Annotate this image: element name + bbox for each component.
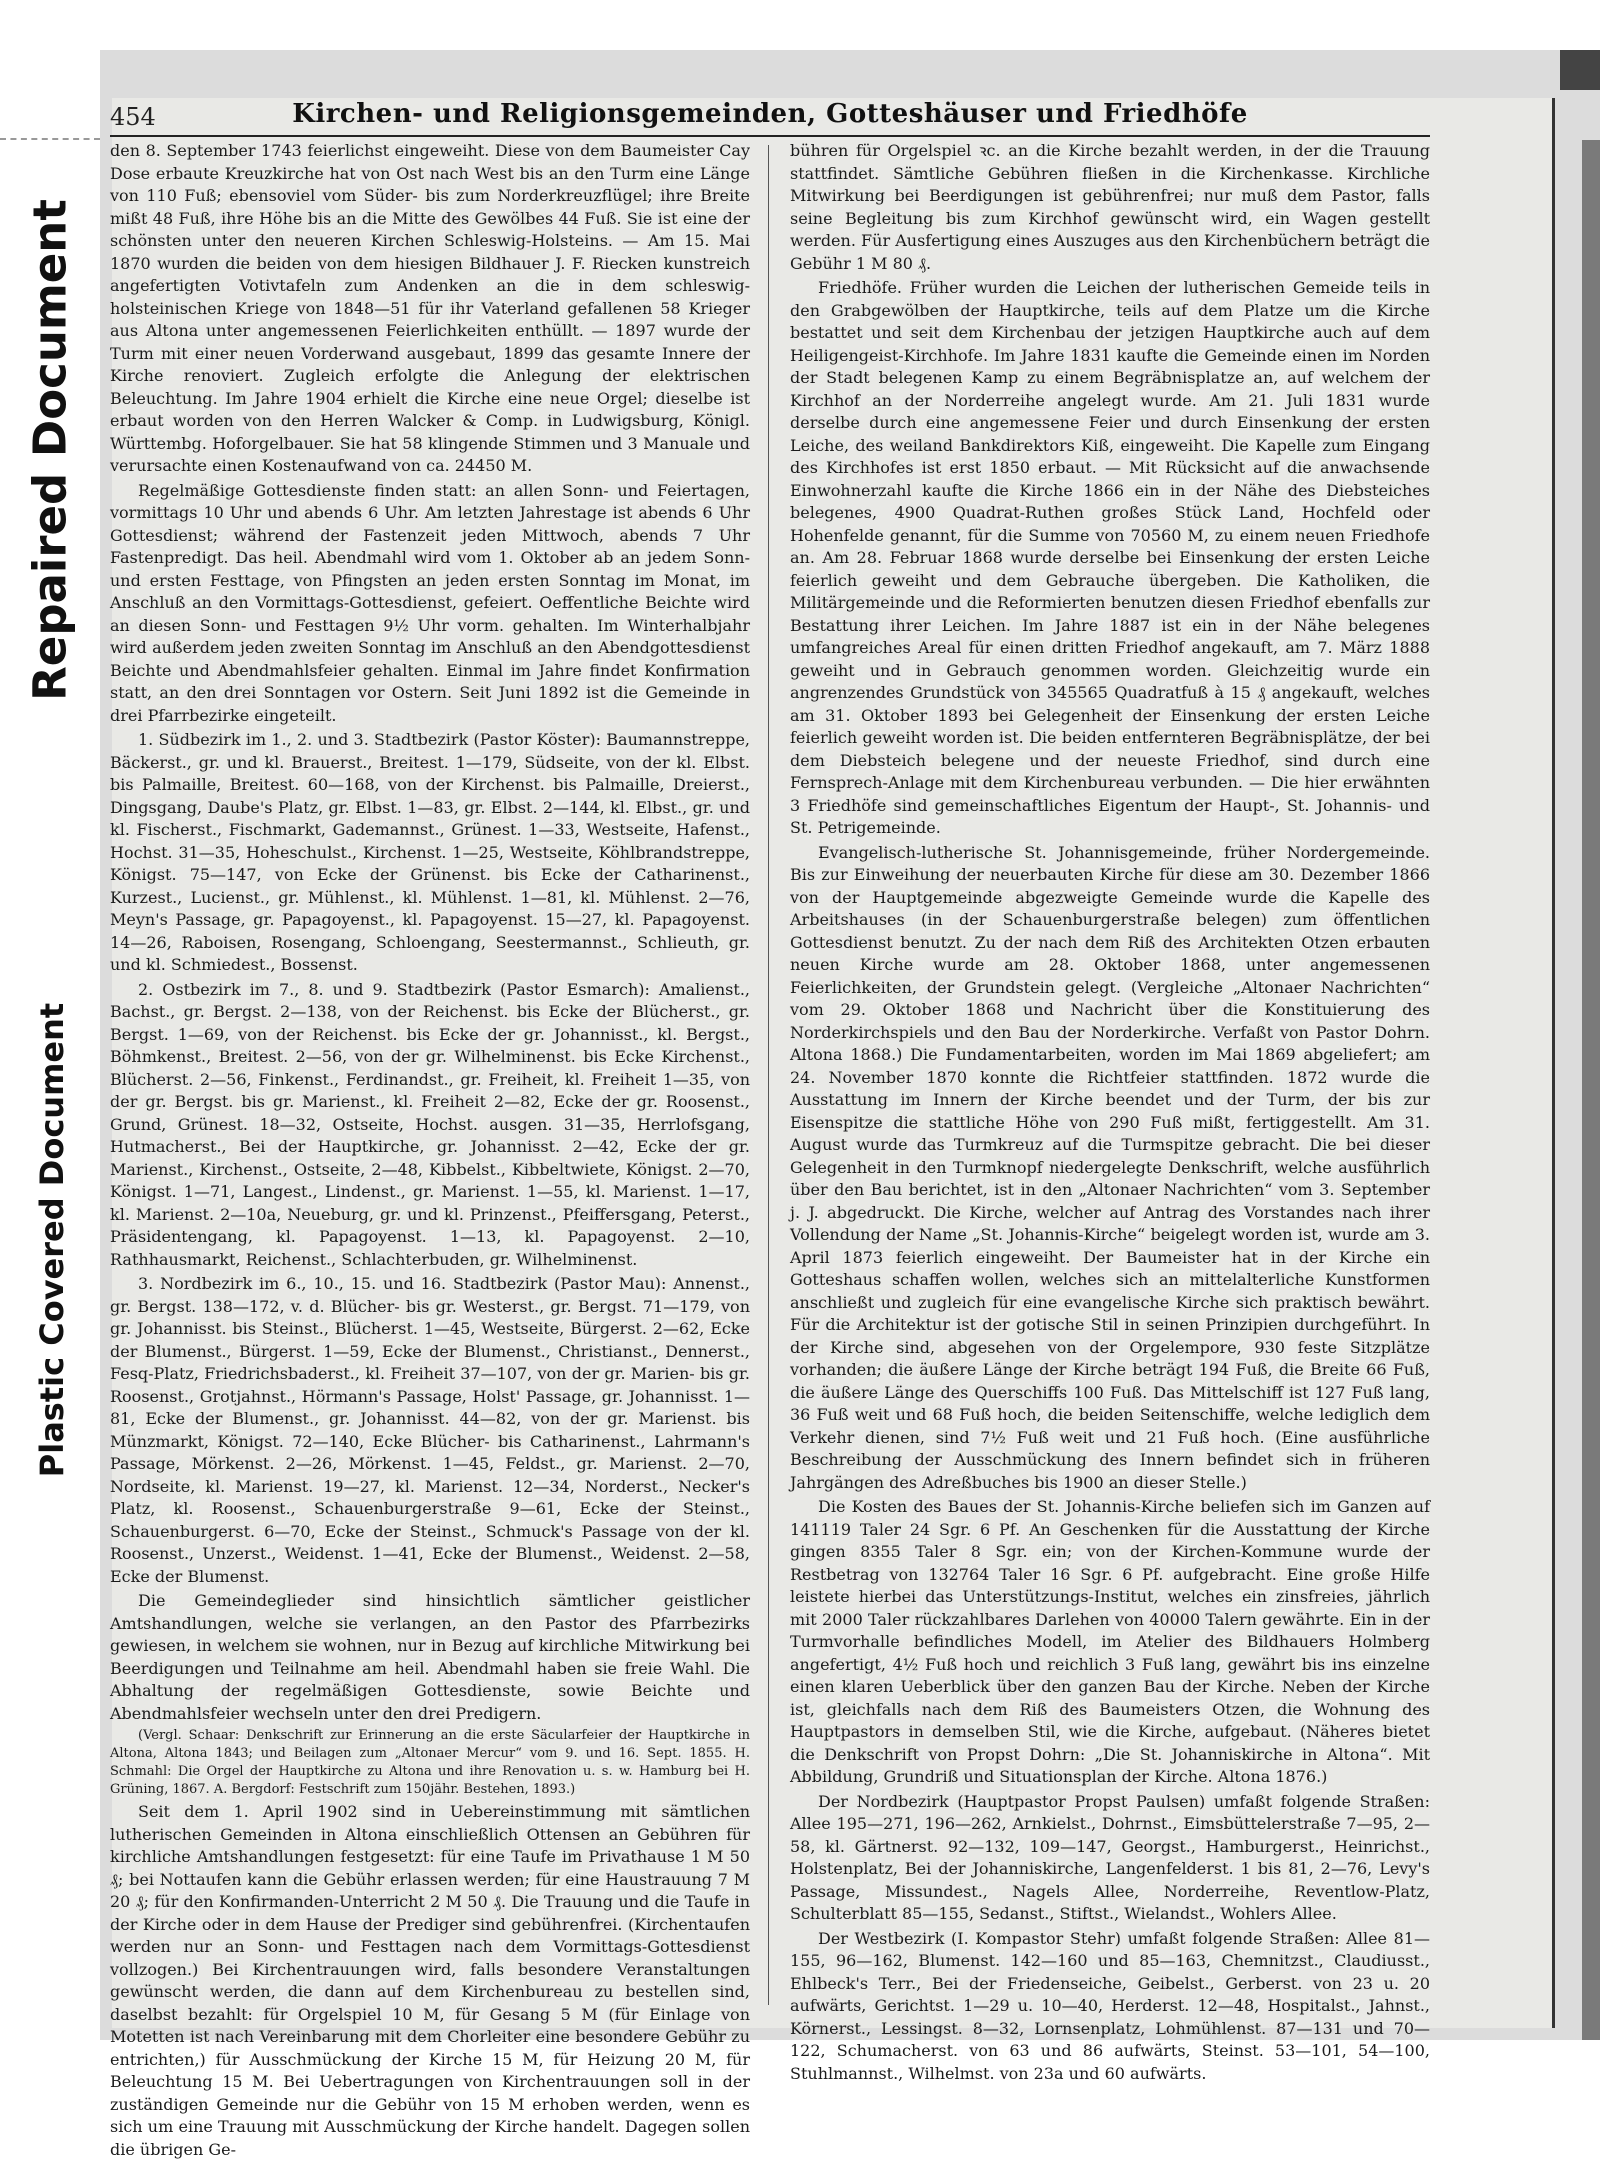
paragraph: 1. Südbezirk im 1., 2. und 3. Stadtbezirk (Pastor Köster): Baumannstreppe, Bäckerst., gr. und kl. Brauerst., Breitest. 1—179, Südseite, von der kl. Elbst. bis Palmaille, Breitest. 60—168, von der Kirchenst. bis Palmaille, Dreierst., Dingsgang, Daube's Platz, gr. Elbst. 1—83, gr. Elbst. 2—144, kl. Elbst., gr. und kl. Fischerst., Fischmarkt, Gademannst., Grünest. 1—33, Westseite, Hafenst., Hochst. 31—35, Hoheschulst., Kirchenst. 1—25, Westseite, Köhlbrandstreppe, Königst. 75—147, von Ecke der Grünenst. bis Ecke der Catharinenst., Kurzest., Lucienst., gr. Mühlenst., kl. Mühlenst. 1—81, kl. Mühlenst. 2—76, Meyn's Passage, gr. Papagoyenst., kl. Papagoyenst. 15—27, kl. Papagoyenst. 14—26, Raboisen, Rosengang, Schloengang, Seestermannst., Schlieuth, gr. und kl. Schmiedest., Bossenst. (110, 730, 750, 974)
column-divider (768, 145, 769, 2005)
paragraph: 3. Nordbezirk im 6., 10., 15. und 16. Stadtbezirk (Pastor Mau): Annenst., gr. Bergst. 138—172, v. d. Blücher- bis gr. Westerst., gr. Bergst. 71—179, von gr. Johannisst. bis Steinst., Blücherst. 1—45, Westseite, Bürgerst. 2—62, Ecke der Blumenst., Bürgerst. 1—59, Ecke der Blumenst., Christianst., Dennerst., Fesq-Platz, Friedrichsbaderst., kl. Freiheit 37—107, von der gr. Marien- bis gr. Roosenst., Grotjahnst., Hörmann's Passage, Holst' Passage, gr. Johannisst. 1—81, Ecke der Blumenst., gr. Johannisst. 44—82, von der gr. Marienst. bis Münzmarkt, Königst. 72—140, Ecke Blücher- bis Catharinenst., Lahrmann's Passage, Mörkenst. 2—26, Mörkenst. 1—45, Feldst., gr. Marienst. 2—70, Nordseite, kl. Marienst. 19—27, kl. Marienst. 12—34, Norderst., Necker's Platz, kl. Roosenst., Schauenburgerstraße 9—61, Ecke der Steinst., Schauenburgerst. 6—70, Ecke der Steinst., Schmuck's Passage von der kl. Roosenst., Unzerst., Weidenst. 1—41, Ecke der Blumenst., Weidenst. 2—58, Ecke der Blumenst. (110, 1274, 750, 1586)
dashed-divider (0, 138, 100, 140)
paragraph: Der Nordbezirk (Hauptpastor Propst Paulsen) umfaßt folgende Straßen: Allee 195—271, 196—262, Arnkielst., Dohrnst., Eimsbüttelerstraße 7—95, 2—58, kl. Gärtnerst. 92—132, 109—147, Georgst., Hamburgerst., Heinrichst., Holstenplatz, Bei der Johanniskirche, Langenfelderst. 1 bis 81, 2—76, Levy's Passage, Missundest., Nagels Allee, Norderreihe, Reventlow-Platz, Schulterblatt 85—155, Sedanst., Stiftst., Wielandst., Wohlers Allee. (790, 1791, 1430, 1923)
paragraph: den 8. September 1743 feierlichst eingeweiht. Diese von dem Baumeister Cay Dose erbaute Kreuzkirche hat von Ost nach West bis an den Turm eine Länge von 110 Fuß; ebensoviel vom Süder- bis zum Norderkreuzflügel; ihre Breite mißt 48 Fuß, ihre Höhe bis an die Mitte des Gewölbes 44 Fuß. Sie ist eine der schönsten unter den neueren Kirchen Schleswig-Holsteins. — Am 15. Mai 1870 wurden die beiden von dem hiesigen Bildhauer J. F. Riecken kunstreich angefertigten Votivtafeln zum Andenken an die in dem schleswig-holsteinischen Kriege von 1848—51 für ihr Vaterland gefallenen 58 Krieger aus Altona unter angemessenen Feierlichkeiten enthüllt. — 1897 wurde der Turm mit einer neuen Vorderwand ausgebaut, 1899 das gesamte Innere der Kirche renoviert. Zugleich erfolgte die Anlegung der elektrischen Beleuchtung. Im Jahre 1904 erhielt die Kirche eine neue Orgel; dieselbe ist erbaut worden von den Herren Walcker & Comp. in Ludwigsburg, Königl. Württembg. Hoforgelbauer. Sie hat 58 klingende Stimmen und 3 Manuale und verursachte einen Kostenaufwand von ca. 24450 M. (110, 141, 750, 475)
paragraph: Seit dem 1. April 1902 sind in Uebereinstimmung mit sämtlichen lutherischen Gemeinden in Altona einschließlich Ottensen an Gebühren für kirchliche Amtshandlungen festgesetzt: für eine Taufe im Privathause 1 M 50 ₰; bei Nottaufen kann die Gebühr erlassen werden; für eine Haustrauung 7 M 20 ₰; für den Konfirmanden-Unterricht 2 M 50 ₰. Die Trauung und die Taufe in der Kirche oder in dem Hause der Prediger sind gebührenfrei. (Kirchentaufen werden nur an Sonn- und Festtagen nach dem Vormittags-Gottesdienst vollzogen.) Bei Kirchentrauungen wird, falls besondere Veranstaltungen gewünscht werden, die dann auf dem Kirchenbureau zu bestellen sind, daselbst bezahlt: für Orgelspiel 10 M, für Gesang 5 M (für Einlage von Motetten ist nach Vereinbarung mit dem Chorleiter eine besondere Gebühr zu entrichten,) für Ausschmückung der Kirche 15 M, für Heizung 20 M, für Beleuchtung 15 M. Bei Uebertragungen von Kirchentrauungen soll in der zuständigen Gemeinde nur die Gebühr von 15 M erhoben werden, wenn es sich um eine Trauung mit Ausschmückung der Kirche handelt. Dagegen sollen die übrigen Ge- (110, 1802, 750, 2159)
paragraph: bühren für Orgelspiel ꝛc. an die Kirche bezahlt werden, in der die Trauung stattfindet. Sämtliche Gebühren fließen in die Kirchenkasse. Kirchliche Mitwirkung bei Beerdigungen ist gebührenfrei; nur muß dem Pastor, falls seine Begleitung bis zum Kirchhof gewünscht wird, ein Wagen gestellt werden. Für Ausfertigung eines Auszuges aus den Kirchenbüchern beträgt die Gebühr 1 M 80 ₰. (790, 141, 1430, 273)
reference-note: (Vergl. Schaar: Denkschrift zur Erinnerung an die erste Säcularfeier der Hauptkirche in Altona, Altona 1843; und Beilagen zum „Altonaer Mercur“ vom 9. und 16. Sept. 1855. H. Schmahl: Die Orgel der Hauptkirche zu Altona und ihre Renovation u. s. w. Hamburg bei H. Grüning, 1867. A. Bergdorf: Festschrift zum 150jähr. Bestehen, 1893.) (110, 1728, 750, 1797)
scan-edge-bar (1582, 140, 1600, 2040)
paragraph: Der Westbezirk (I. Kompastor Stehr) umfaßt folgende Straßen: Allee 81—155, 96—162, Blumenst. 142—160 und 85—163, Chemnitzst., Claudiusst., Ehlbeck's Terr., Bei der Friedenseiche, Geibelst., Gerberst. von 23 u. 20 aufwärts, Gerichtst. 1—29 u. 10—40, Herderst. 12—48, Hospitalst., Jahnst., Körnerst., Lessingst. 8—32, Lornsenplatz, Lohmühlenst. 87—131 und 70—122, Schumacherst. von 63 und 86 aufwärts, Steinst. 53—101, 54—100, Stuhlmannst., Wilhelmst. von 23a und 60 aufwärts. (790, 1928, 1430, 2083)
paragraph: Regelmäßige Gottesdienste finden statt: an allen Sonn- und Feiertagen, vormittags 10 Uhr und abends 6 Uhr. Am letzten Jahrestage ist abends 6 Uhr Gottesdienst; während der Fastenzeit jeden Mittwoch, abends 7 Uhr Fastenpredigt. Das heil. Abendmahl wird vom 1. Oktober ab an jedem Sonn- und ersten Festtage, von Pfingsten an jeden ersten Sonntag im Monat, im Anschluß an den Vormittags-Gottesdienst, gefeiert. Oeffentliche Beichte wird an diesen Sonn- und Festtagen 9½ Uhr vorm. gehalten. Im Winterhalbjahr wird außerdem jeden zweiten Sonntag im Anschluß an den Abendgottesdienst Beichte und Abendmahlsfeier gehalten. Einmal im Jahre findet Konfirmation statt, an den drei Sonntagen vor Ostern. Seit Juni 1892 ist die Gemeinde in drei Pfarrbezirke eingeteilt. (110, 480, 750, 725)
page-number: 454 (110, 103, 156, 131)
paragraph: Die Kosten des Baues der St. Johannis-Kirche beliefen sich im Ganzen auf 141119 Taler 24 Sgr. 6 Pf. An Geschenken für die Ausstattung der Kirche gingen 8355 Taler 8 Sgr. ein; von der Kirchen-Kommune wurde der Restbetrag von 132764 Taler 16 Sgr. 6 Pf. aufgebracht. Eine große Hilfe leistete hierbei das Unterstützungs-Institut, welches ein zinsfreies, jährlich mit 2000 Taler rückzahlbares Darlehen von 40000 Talern gewährte. Ein in der Turmvorhalle befindliches Modell, im Atelier des Bildhauers Holmberg angefertigt, 4½ Fuß hoch und reichlich 3 Fuß lang, gewährt bis ins einzelne einen klaren Ueberblick über den ganzen Bau der Kirche. Neben der Kirche ist, gleichfalls nach dem Riß des Baumeisters Otzen, die Wohnung des Hauptpastors in demselben Stil, wie die Kirche, aufgebaut. (Näheres bietet die Denkschrift von Propst Dohrn: „Die St. Johanniskirche in Altona“. Mit Abbildung, Grundriß und Situationsplan der Kirche. Altona 1876.) (790, 1497, 1430, 1786)
plastic-covered-label: Plastic Covered Document (33, 1002, 71, 1478)
page-header (110, 95, 1430, 137)
side-label-strip (0, 0, 100, 2177)
running-title: Kirchen- und Religionsgemeinden, Gotteshäuser und Friedhöfe (292, 99, 1248, 129)
paragraph: Die Gemeindeglieder sind hinsichtlich sämtlicher geistlicher Amtshandlungen, welche sie verlangen, an den Pastor des Pfarrbezirks gewiesen, in welchem sie wohnen, nur in Bezug auf kirchliche Mitwirkung bei Beerdigungen und Teilnahme am heil. Abendmahl haben sie freie Wahl. Die Abhaltung der regelmäßigen Gottesdienste, sowie Beichte und Abendmahlsfeier wechseln unter den drei Predigern. (110, 1591, 750, 1723)
paragraph: Evangelisch-lutherische St. Johannisgemeinde, früher Nordergemeinde. Bis zur Einweihung der neuerbauten Kirche für diese am 30. Dezember 1866 von der Hauptgemeinde abgezweigte Gemeinde wurde die Kapelle des Arbeitshauses (in der Schauenburgerstraße belegen) zum öffentlichen Gottesdienst benutzt. Zu der nach dem Riß des Architekten Otzen erbauten neuen Kirche wurde am 28. Oktober 1868, unter angemessenen Feierlichkeiten, der Grundstein gelegt. (Vergleiche „Altonaer Nachrichten“ vom 29. Oktober 1868 und Nachricht über die Konstituierung des Norderkirchspiels und den Bau der Norderkirche. Verfaßt von Pastor Dohrn. Altona 1868.) Die Fundamentarbeiten, worden im Mai 1869 abgeliefert; am 24. November 1870 konnte die Richtfeier stattfinden. 1872 wurde die Ausstattung im Innern der Kirche beendet und der Turm, der bis zur Eisenspitze die stattliche Höhe von 290 Fuß mißt, fertiggestellt. Am 31. August wurde das Turmkreuz auf die Turmspitze gebracht. Die bei dieser Gelegenheit in den Turmknopf niedergelegte Denkschrift, welche ausführlich über den Bau berichtet, ist in den „Altonaer Nachrichten“ vom 3. September j. J. abgedruckt. Die Kirche, welcher auf Antrag des Vorstandes nach ihrer Vollendung der Name „St. Johannis-Kirche“ beigelegt worden ist, wurde am 3. April 1873 feierlich eingeweiht. Der Baumeister hat in der Kirche ein Gotteshaus schaffen wollen, welches sich an mittelalterliche Kunstformen anschließt und zugleich für eine evangelische Kirche sich praktisch bewährt. Für die Architektur ist der gotische Stil in seinen Prinzipien durchgeführt. In der Kirche sind, abgesehen von der Orgelempore, 930 feste Sitzplätze vorhanden; die äußere Länge der Kirche beträgt 194 Fuß, die Breite 66 Fuß, die äußere Länge des Querschiffs 100 Fuß. Das Mittelschiff ist 127 Fuß lang, 36 Fuß weit und 68 Fuß hoch, die beiden Seitenschiffe, welche lediglich dem Verkehr dienen, sind 7½ Fuß weit und 21 Fuß hoch. (Eine ausführliche Beschreibung der Ausschmückung des Innern befindet sich in früheren Jahrgängen des Adreßbuches bis 1900 an dieser Stelle.) (790, 842, 1430, 1492)
scan-dark-corner (1560, 50, 1600, 90)
left-text-column (110, 140, 750, 2159)
paragraph: Friedhöfe. Früher wurden die Leichen der lutherischen Gemeide teils in den Grabgewölben der Hauptkirche, teils auf dem Platze um die Kirche bestattet und seit dem Kirchenbau der jetzigen Hauptkirche auch auf dem Heiligengeist-Kirchhofe. Im Jahre 1831 kaufte die Gemeinde einen im Norden der Stadt belegenen Kamp zu einem Begräbnisplatze an, auf welchem der Kirchhof an der Norderreihe angelegt wurde. Am 21. Juli 1831 wurde derselbe durch eine angemessene Feier und durch Einsenkung der ersten Leiche, des weiland Bankdirektors Kiß, eingeweiht. Die Kapelle zum Eingang des Kirchhofes ist erst 1850 erbaut. — Mit Rücksicht auf die anwachsende Einwohnerzahl kaufte die Kirche 1866 ein in der Nähe des Diebsteiches belegenes, 4900 Quadrat-Ruthen großes Stück Land, Hochfeld oder Hohenfelde genannt, für die Summe von 70560 M, zu einem neuen Friedhofe an. Am 28. Februar 1868 wurde derselbe bei Einsenkung der ersten Leiche feierlich geweiht und dem Gebrauche übergeben. Die Katholiken, die Militärgemeinde und die Reformierten benutzen diesen Friedhof ebenfalls zur Bestattung ihrer Leichen. Im Jahre 1887 ist ein in der Nähe belegenes umfangreiches Areal für einen dritten Friedhof angekauft, am 7. März 1888 geweiht und in Gebrauch genommen worden. Gleichzeitig wurde ein angrenzendes Grundstück von 345565 Quadratfuß à 15 ₰ angekauft, welches am 31. Oktober 1893 bei Gelegenheit der Einsenkung der ersten Leiche feierlich geweiht worden ist. Die beiden entfernteren Begräbnisplätze, der bei dem Diebsteich belegene und der neueste Friedhof, sind durch eine Fernsprech-Anlage mit dem Kirchenbureau verbunden. — Die hier erwähnten 3 Friedhöfe sind gemeinschaftliches Eigentum der Haupt-, St. Johannis- und St. Petrigemeinde. (790, 278, 1430, 837)
right-text-column (790, 140, 1430, 2083)
paragraph: 2. Ostbezirk im 7., 8. und 9. Stadtbezirk (Pastor Esmarch): Amalienst., Bachst., gr. Bergst. 2—138, von der Reichenst. bis Ecke der Blücherst., gr. Bergst. 1—69, von der Reichenst. bis Ecke der gr. Johannisst., kl. Bergst., Böhmkenst., Breitest. 2—56, von der gr. Wilhelminenst. bis Ecke Kirchenst., Blücherst. 2—56, Finkenst., Ferdinandst., gr. Freiheit, kl. Freiheit 1—35, von der gr. Bergst. bis gr. Marienst., kl. Freiheit 2—82, Ecke der gr. Roosenst., Grund, Grünest. 18—32, Ostseite, Hochst. ausgen. 31—35, Herrlofsgang, Hutmacherst., Bei der Hauptkirche, gr. Johannisst. 2—42, Ecke der gr. Marienst., Kirchenst., Ostseite, 2—48, Kibbelst., Kibbeltwiete, Königst. 2—70, Königst. 1—71, Langest., Lindenst., gr. Marienst. 1—55, kl. Marienst. 1—17, kl. Marienst. 2—10a, Neueburg, gr. und kl. Prinzenst., Pfeiffersgang, Peterst., Präsidentengang, kl. Papagoyenst. 1—13, kl. Papagoyenst. 2—10, Rathhausmarkt, Reichenst., Schlachterbuden, gr. Wilhelminenst. (110, 979, 750, 1269)
repaired-document-label: Repaired Document (23, 199, 77, 701)
